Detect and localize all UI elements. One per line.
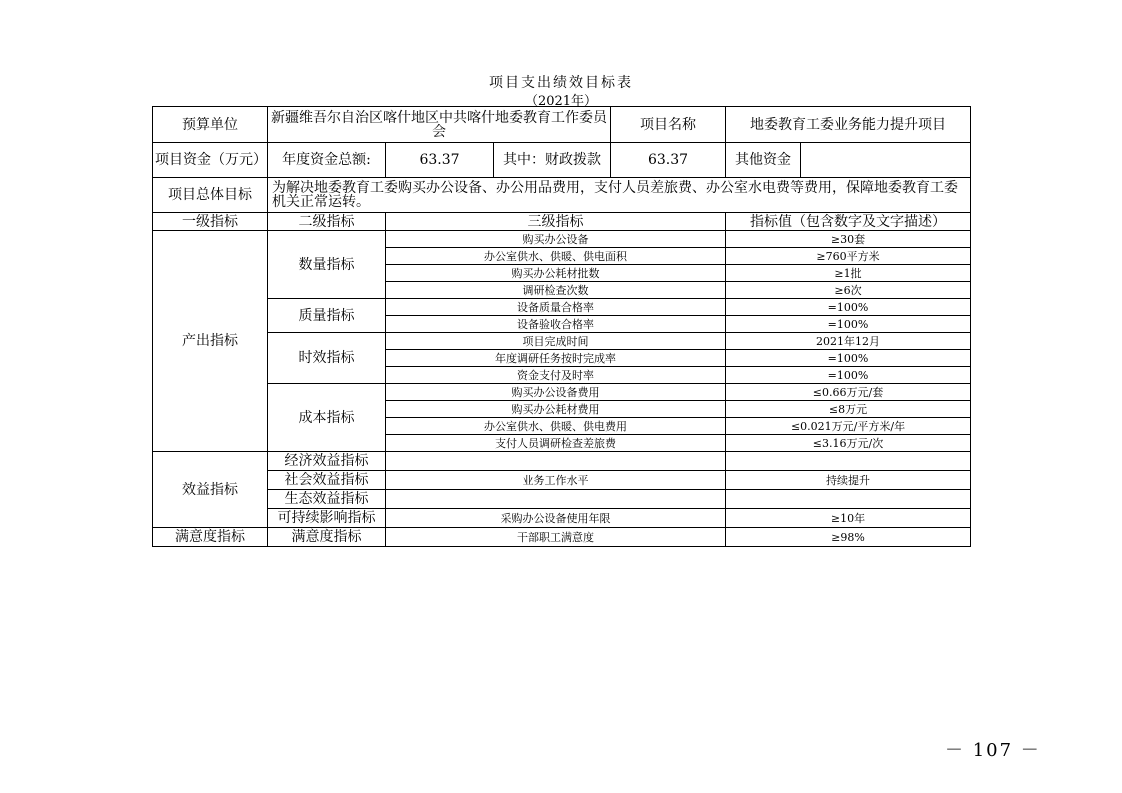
satisfaction-indicator-label: 满意度指标	[153, 528, 268, 547]
indicator-value: ≥6次	[726, 282, 971, 299]
indicator-value: ≥98%	[726, 528, 971, 547]
indicator-value: ≤3.16万元/次	[726, 435, 971, 452]
indicator-name: 办公室供水、供暖、供电费用	[386, 418, 726, 435]
budget-unit-row	[153, 107, 971, 143]
header-level3: 三级指标	[386, 213, 726, 231]
overall-goal-value: 为解决地委教育工委购买办公设备、办公用品费用，支付人员差旅费、办公室水电费等费用，保障地委教育工委机关正常运转。	[268, 178, 971, 213]
table-row	[153, 509, 971, 528]
table-row	[153, 299, 971, 316]
annual-total-label: 年度资金总额:	[268, 143, 386, 178]
indicator-value: ≥10年	[726, 509, 971, 528]
indicator-name: 设备验收合格率	[386, 316, 726, 333]
header-value: 指标值（包含数字及文字描述）	[726, 213, 971, 231]
project-name-label: 项目名称	[611, 107, 726, 143]
indicator-name: 调研检查次数	[386, 282, 726, 299]
fund-label: 项目资金（万元）	[153, 143, 268, 178]
table-row	[153, 384, 971, 401]
table-row	[153, 452, 971, 471]
indicator-value: =100%	[726, 367, 971, 384]
fund-row	[153, 143, 971, 178]
table-row	[153, 471, 971, 490]
output-indicator-label: 产出指标	[153, 231, 268, 452]
cost-indicator-label: 成本指标	[268, 384, 386, 452]
quantity-indicator-label: 数量指标	[268, 231, 386, 299]
indicator-name: 支付人员调研检查差旅费	[386, 435, 726, 452]
social-benefit-label: 社会效益指标	[268, 471, 386, 490]
indicator-name: 业务工作水平	[386, 471, 726, 490]
table-row	[153, 528, 971, 547]
other-funds-value	[801, 143, 971, 178]
table-title: 项目支出绩效目标表	[489, 75, 633, 91]
indicator-value: ≤0.66万元/套	[726, 384, 971, 401]
indicator-name: 购买办公耗材费用	[386, 401, 726, 418]
benefit-indicator-label: 效益指标	[153, 452, 268, 528]
other-funds-label: 其他资金	[726, 143, 801, 178]
annual-total-value: 63.37	[386, 143, 494, 178]
header-level2: 二级指标	[268, 213, 386, 231]
ecological-benefit-label: 生态效益指标	[268, 490, 386, 509]
indicator-value: ≤0.021万元/平方米/年	[726, 418, 971, 435]
indicator-value	[726, 452, 971, 471]
indicator-name: 办公室供水、供暖、供电面积	[386, 248, 726, 265]
indicator-value	[726, 490, 971, 509]
fiscal-label: 其中：财政拨款	[494, 143, 611, 178]
indicator-name: 年度调研任务按时完成率	[386, 350, 726, 367]
fiscal-value: 63.37	[611, 143, 726, 178]
sustainable-impact-label: 可持续影响指标	[268, 509, 386, 528]
indicator-name: 购买办公耗材批数	[386, 265, 726, 282]
indicator-value: =100%	[726, 299, 971, 316]
indicator-name: 购买办公设备费用	[386, 384, 726, 401]
overall-goal-label: 项目总体目标	[153, 178, 268, 213]
indicator-name	[386, 490, 726, 509]
performance-target-table	[152, 106, 971, 547]
indicator-value: ≥760平方米	[726, 248, 971, 265]
indicator-value: ≥1批	[726, 265, 971, 282]
indicator-name: 设备质量合格率	[386, 299, 726, 316]
indicator-name: 资金支付及时率	[386, 367, 726, 384]
indicator-name: 干部职工满意度	[386, 528, 726, 547]
header-row	[153, 213, 971, 231]
indicator-value: 持续提升	[726, 471, 971, 490]
header-level1: 一级指标	[153, 213, 268, 231]
indicator-name: 购买办公设备	[386, 231, 726, 248]
indicator-name: 项目完成时间	[386, 333, 726, 350]
page-number: － 107 －	[945, 740, 1041, 761]
indicator-value: ≤8万元	[726, 401, 971, 418]
budget-unit-label: 预算单位	[153, 107, 268, 143]
table-year: （2021年）	[524, 94, 598, 109]
timeliness-indicator-label: 时效指标	[268, 333, 386, 384]
overall-goal-row	[153, 178, 971, 213]
indicator-value: =100%	[726, 316, 971, 333]
indicator-value: ≥30套	[726, 231, 971, 248]
indicator-name	[386, 452, 726, 471]
economic-benefit-label: 经济效益指标	[268, 452, 386, 471]
table-row	[153, 490, 971, 509]
project-name-value: 地委教育工委业务能力提升项目	[726, 107, 971, 143]
quality-indicator-label: 质量指标	[268, 299, 386, 333]
indicator-name: 采购办公设备使用年限	[386, 509, 726, 528]
indicator-value: =100%	[726, 350, 971, 367]
satisfaction-sub-label: 满意度指标	[268, 528, 386, 547]
indicator-value: 2021年12月	[726, 333, 971, 350]
budget-unit-value: 新疆维吾尔自治区喀什地区中共喀什地委教育工作委员会	[268, 107, 611, 143]
table-row	[153, 333, 971, 350]
table-row	[153, 231, 971, 248]
